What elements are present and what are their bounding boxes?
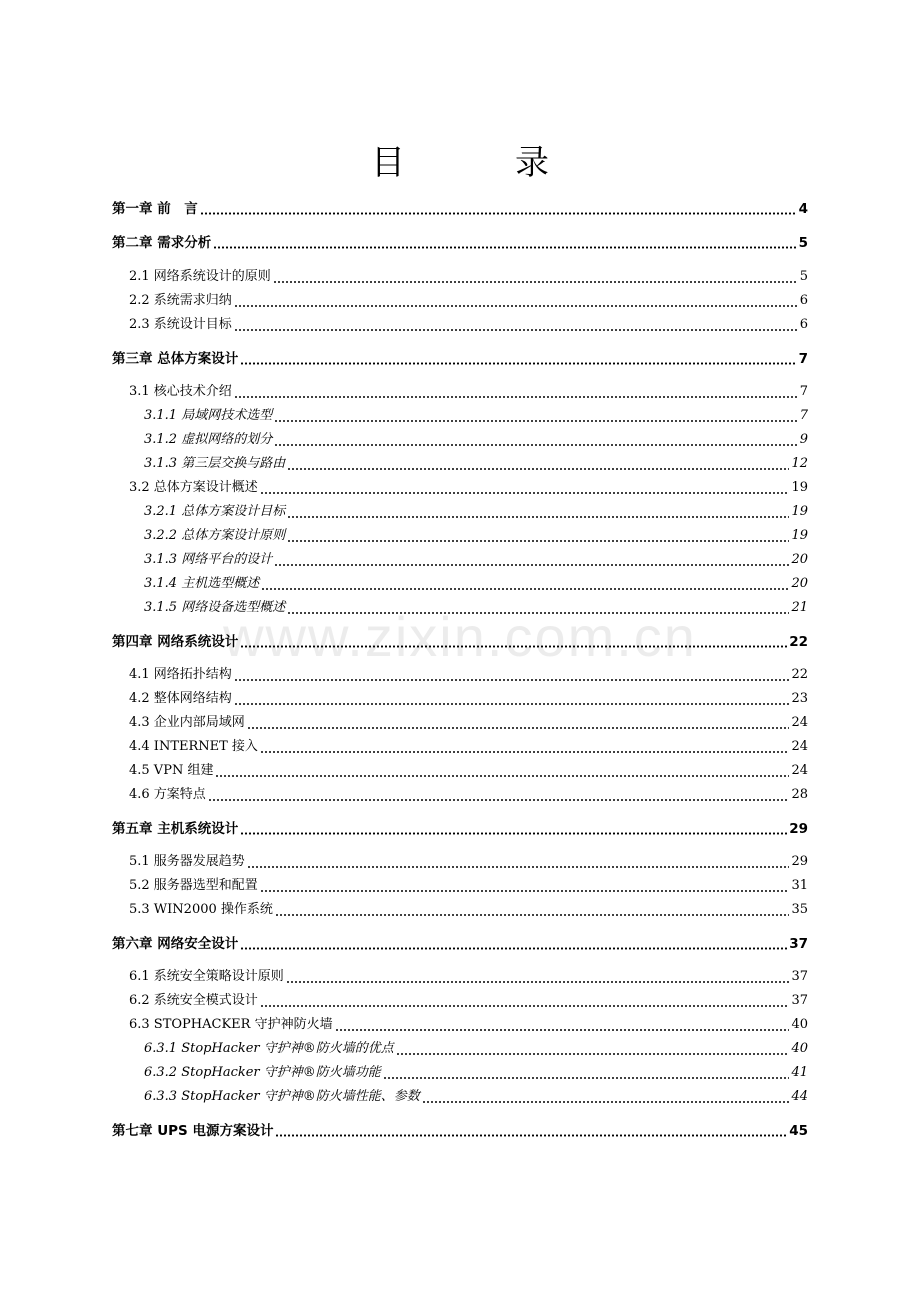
toc-page-number: 22 xyxy=(791,667,808,682)
toc-entry-section[interactable] xyxy=(129,967,808,987)
toc-entry-section[interactable] xyxy=(129,876,808,896)
toc-entry-label: 4.6 方案特点 xyxy=(129,787,206,802)
toc-entry-label: 3.2 总体方案设计概述 xyxy=(129,480,258,495)
toc-dot-leader xyxy=(422,1089,790,1103)
toc-dot-leader xyxy=(234,317,798,331)
toc-entry-section[interactable] xyxy=(129,315,808,335)
toc-entry-label: 3.1.5 网络设备选型概述 xyxy=(144,600,286,615)
toc-entry-label: 4.4 INTERNET 接入 xyxy=(129,739,258,754)
toc-entry-label: 4.2 整体网络结构 xyxy=(129,691,232,706)
toc-page-number: 28 xyxy=(791,787,808,802)
toc-entry-section[interactable] xyxy=(129,382,808,402)
toc-entry-section[interactable] xyxy=(129,478,808,498)
toc-entry-section[interactable] xyxy=(129,761,808,781)
toc-page-number: 5 xyxy=(799,269,808,284)
toc-dot-leader xyxy=(234,667,790,681)
toc-page-number: 20 xyxy=(791,576,808,591)
toc-entry-sub[interactable] xyxy=(144,406,808,426)
toc-entry-section[interactable] xyxy=(129,991,808,1011)
toc-dot-leader xyxy=(240,351,796,365)
toc-entry-label: 第三章 总体方案设计 xyxy=(112,351,239,367)
toc-entry-label: 3.1.1 局域网技术选型 xyxy=(144,408,273,423)
toc-entry-label: 3.1 核心技术介绍 xyxy=(129,384,232,399)
toc-dot-leader xyxy=(247,854,790,868)
toc-dot-leader xyxy=(215,763,789,777)
toc-dot-leader xyxy=(287,600,789,614)
toc-page-number: 19 xyxy=(791,480,808,495)
toc-entry-label: 5.2 服务器选型和配置 xyxy=(129,878,258,893)
toc-page-number: 6 xyxy=(799,317,808,332)
toc-dot-leader xyxy=(200,201,797,215)
toc-entry-sub[interactable] xyxy=(144,1063,808,1083)
toc-entry-chapter[interactable] xyxy=(112,632,808,652)
toc-page-number: 20 xyxy=(791,552,808,567)
toc-dot-leader xyxy=(383,1065,790,1079)
toc-page-number: 37 xyxy=(789,936,808,952)
toc-page-number: 29 xyxy=(789,821,808,837)
toc-entry-label: 4.3 企业内部局域网 xyxy=(129,715,245,730)
toc-entry-label: 第五章 主机系统设计 xyxy=(112,821,239,837)
toc-entry-label: 第六章 网络安全设计 xyxy=(112,936,239,952)
toc-dot-leader xyxy=(287,456,789,470)
toc-entry-label: 5.1 服务器发展趋势 xyxy=(129,854,245,869)
toc-page-number: 45 xyxy=(789,1123,808,1139)
toc-entry-section[interactable] xyxy=(129,900,808,920)
toc-entry-sub[interactable] xyxy=(144,1087,808,1107)
toc-entry-label: 6.3.2 StopHacker 守护神®防火墙功能 xyxy=(144,1065,381,1080)
toc-entry-label: 6.3.3 StopHacker 守护神®防火墙性能、参数 xyxy=(144,1089,420,1104)
toc-entry-label: 3.2.2 总体方案设计原则 xyxy=(144,528,286,543)
toc-entry-sub[interactable] xyxy=(144,598,808,618)
toc-dot-leader xyxy=(247,715,790,729)
toc-page-number: 41 xyxy=(791,1065,808,1080)
toc-entry-sub[interactable] xyxy=(144,526,808,546)
toc-entry-label: 6.2 系统安全模式设计 xyxy=(129,993,258,1008)
toc-page-number: 40 xyxy=(791,1017,808,1032)
toc-entry-sub[interactable] xyxy=(144,550,808,570)
toc-page-number: 19 xyxy=(791,528,808,543)
toc-dot-leader xyxy=(234,384,798,398)
toc-entry-label: 5.3 WIN2000 操作系统 xyxy=(129,902,273,917)
toc-entry-label: 2.2 系统需求归纳 xyxy=(129,293,232,308)
toc-page-number: 5 xyxy=(798,235,808,251)
toc-dot-leader xyxy=(234,293,798,307)
toc-page-number: 4 xyxy=(798,201,808,217)
toc-entry-label: 6.1 系统安全策略设计原则 xyxy=(129,969,284,984)
toc-page-number: 37 xyxy=(791,969,808,984)
toc-dot-leader xyxy=(287,504,789,518)
toc-dot-leader xyxy=(234,691,790,705)
toc-page-number: 21 xyxy=(791,600,808,615)
toc-page-number: 35 xyxy=(791,902,808,917)
toc-dot-leader xyxy=(260,993,790,1007)
toc-dot-leader xyxy=(335,1017,790,1031)
toc-entry-label: 6.3 STOPHACKER 守护神防火墙 xyxy=(129,1017,333,1032)
toc-entry-section[interactable] xyxy=(129,291,808,311)
toc-entry-label: 3.1.4 主机选型概述 xyxy=(144,576,260,591)
toc-dot-leader xyxy=(213,235,796,249)
toc-entry-label: 2.3 系统设计目标 xyxy=(129,317,232,332)
toc-entry-sub[interactable] xyxy=(144,502,808,522)
toc-entry-section[interactable] xyxy=(129,737,808,757)
toc-entry-sub[interactable] xyxy=(144,454,808,474)
toc-dot-leader xyxy=(286,969,790,983)
toc-entry-label: 2.1 网络系统设计的原则 xyxy=(129,269,271,284)
toc-page-number: 7 xyxy=(799,408,808,423)
toc-entry-label: 6.3.1 StopHacker 守护神®防火墙的优点 xyxy=(144,1041,394,1056)
toc-page-number: 6 xyxy=(799,293,808,308)
toc-dot-leader xyxy=(260,878,790,892)
toc-dot-leader xyxy=(261,576,789,590)
toc-page-number: 22 xyxy=(789,634,808,650)
toc-dot-leader xyxy=(240,936,787,950)
toc-entry-sub[interactable] xyxy=(144,1039,808,1059)
toc-page-number: 40 xyxy=(791,1041,808,1056)
toc-entry-section[interactable] xyxy=(129,852,808,872)
toc-dot-leader xyxy=(240,821,787,835)
toc-dot-leader xyxy=(274,408,798,422)
page-title: 目 录 xyxy=(371,143,587,183)
toc-dot-leader xyxy=(287,528,789,542)
toc-entry-label: 3.1.3 第三层交换与路由 xyxy=(144,456,286,471)
toc-page-number: 29 xyxy=(791,854,808,869)
toc-entry-chapter[interactable] xyxy=(112,233,808,253)
toc-dot-leader xyxy=(260,739,790,753)
toc-entry-chapter[interactable] xyxy=(112,1121,808,1141)
toc-page-number: 23 xyxy=(791,691,808,706)
toc-entry-chapter[interactable] xyxy=(112,349,808,369)
toc-entry-chapter[interactable] xyxy=(112,934,808,954)
toc-entry-sub[interactable] xyxy=(144,430,808,450)
toc-dot-leader xyxy=(260,480,790,494)
toc-dot-leader xyxy=(273,269,798,283)
toc-page-number: 37 xyxy=(791,993,808,1008)
toc-page-number: 12 xyxy=(791,456,808,471)
toc-page-number: 24 xyxy=(791,715,808,730)
toc-entry-label: 第四章 网络系统设计 xyxy=(112,634,239,650)
toc-dot-leader xyxy=(274,432,798,446)
toc-entry-chapter[interactable] xyxy=(112,199,808,219)
toc-entry-section[interactable] xyxy=(129,689,808,709)
toc-entry-section[interactable] xyxy=(129,1015,808,1035)
toc-entry-label: 第七章 UPS 电源方案设计 xyxy=(112,1123,274,1139)
toc-entry-section[interactable] xyxy=(129,665,808,685)
toc-entry-section[interactable] xyxy=(129,267,808,287)
toc-entry-label: 第一章 前 言 xyxy=(112,201,198,217)
toc-entry-label: 3.2.1 总体方案设计目标 xyxy=(144,504,286,519)
toc-entry-label: 第二章 需求分析 xyxy=(112,235,212,251)
toc-page-number: 24 xyxy=(791,763,808,778)
toc-entry-sub[interactable] xyxy=(144,574,808,594)
toc-entry-label: 3.1.3 网络平台的设计 xyxy=(144,552,273,567)
toc-dot-leader xyxy=(275,902,790,916)
toc-entry-label: 4.5 VPN 组建 xyxy=(129,763,214,778)
toc-dot-leader xyxy=(396,1041,790,1055)
toc-page-number: 7 xyxy=(798,351,808,367)
toc-page-number: 7 xyxy=(799,384,808,399)
toc-page-number: 19 xyxy=(791,504,808,519)
toc-entry-section[interactable] xyxy=(129,785,808,805)
toc-dot-leader xyxy=(240,634,787,648)
toc-page-number: 44 xyxy=(791,1089,808,1104)
toc-dot-leader xyxy=(208,787,790,801)
toc-dot-leader xyxy=(274,552,789,566)
toc-entry-label: 4.1 网络拓扑结构 xyxy=(129,667,232,682)
toc-page-number: 9 xyxy=(799,432,808,447)
toc-page-number: 31 xyxy=(791,878,808,893)
toc-page-number: 24 xyxy=(791,739,808,754)
toc-dot-leader xyxy=(275,1123,787,1137)
toc-entry-label: 3.1.2 虚拟网络的划分 xyxy=(144,432,273,447)
toc-entry-chapter[interactable] xyxy=(112,819,808,839)
toc-entry-section[interactable] xyxy=(129,713,808,733)
